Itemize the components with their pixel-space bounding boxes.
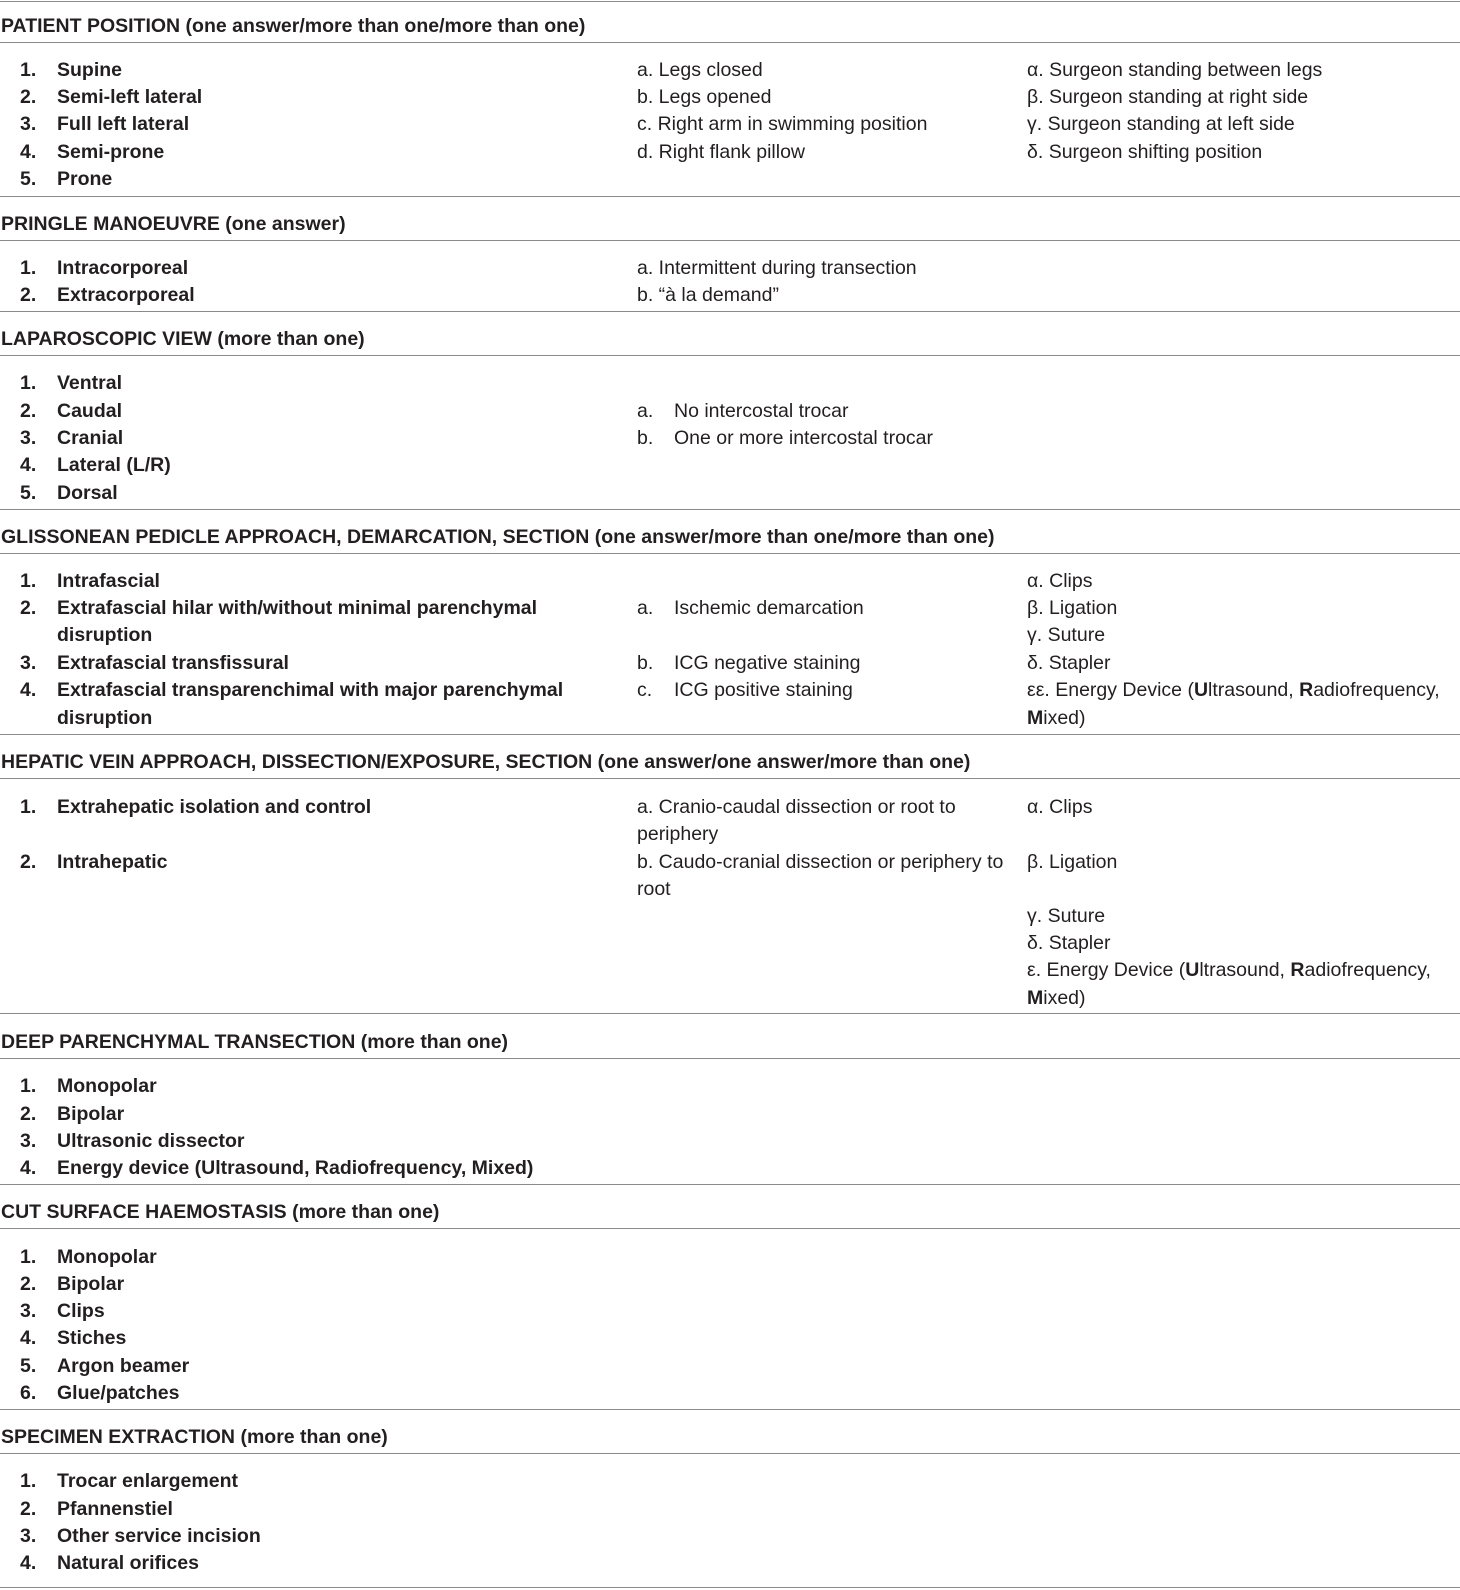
list-item: 1. Intrafascial α. Clips bbox=[20, 570, 1093, 592]
list-item: 3. Cranial b. One or more intercostal trocar bbox=[20, 427, 934, 449]
header-rule bbox=[0, 1228, 1460, 1229]
list-item: γ. Suture bbox=[1027, 905, 1106, 927]
list-item: 3. Ultrasonic dissector bbox=[20, 1130, 245, 1152]
list-item: 5. Prone bbox=[20, 168, 113, 190]
list-item: δ. Stapler bbox=[1027, 932, 1111, 954]
list-item: disruption Mixed) bbox=[57, 707, 1086, 729]
header-rule bbox=[0, 1058, 1460, 1059]
header-rule bbox=[0, 355, 1460, 356]
section-rule bbox=[0, 1013, 1460, 1014]
energy-device-option: εε. Energy Device (Ultrasound, Radiofrequency, bbox=[1027, 679, 1440, 701]
section-header-cut-surface-haemostasis: CUT SURFACE HAEMOSTASIS (more than one) bbox=[1, 1201, 440, 1223]
header-rule bbox=[0, 240, 1460, 241]
list-item: 1. Extrahepatic isolation and control a. Cranio-caudal dissection or root to α. Clips bbox=[20, 796, 1093, 818]
energy-device-option: ε. Energy Device (Ultrasound, Radiofrequency, bbox=[1027, 959, 1431, 981]
list-item: 2. Extrafascial hilar with/without minimal parenchymal a. Ischemic demarcation β. Ligation bbox=[20, 597, 1118, 619]
list-item: 6. Glue/patches bbox=[20, 1382, 180, 1404]
header-rule bbox=[0, 553, 1460, 554]
list-item: 4. Semi-prone d. Right flank pillow δ. Surgeon shifting position bbox=[20, 141, 1263, 163]
list-item: 2. Caudal a. No intercostal trocar bbox=[20, 400, 849, 422]
section-header-laparoscopic-view: LAPAROSCOPIC VIEW (more than one) bbox=[1, 328, 365, 350]
list-item: 3. Extrafascial transfissural b. ICG negative staining δ. Stapler bbox=[20, 652, 1111, 674]
section-header-deep-parenchymal-transection: DEEP PARENCHYMAL TRANSECTION (more than one) bbox=[1, 1031, 509, 1053]
list-item: 1. Ventral bbox=[20, 372, 123, 394]
list-item: 3. Clips bbox=[20, 1300, 105, 1322]
list-item: 5. Argon beamer bbox=[20, 1355, 190, 1377]
list-item: 4. Stiches bbox=[20, 1327, 127, 1349]
list-item: 2. Intrahepatic b. Caudo-cranial dissection or periphery to β. Ligation bbox=[20, 851, 1118, 873]
section-header-specimen-extraction: SPECIMEN EXTRACTION (more than one) bbox=[1, 1426, 388, 1448]
section-rule bbox=[0, 734, 1460, 735]
list-item: 1. Supine a. Legs closed α. Surgeon standing between legs bbox=[20, 59, 1323, 81]
header-rule bbox=[0, 778, 1460, 779]
table-bottom-rule bbox=[0, 1587, 1460, 1588]
list-item: 2. Extracorporeal b. “à la demand” bbox=[20, 284, 779, 306]
section-rule bbox=[0, 1184, 1460, 1185]
table-top-rule bbox=[0, 1, 1460, 2]
list-item: 2. Bipolar bbox=[20, 1103, 125, 1125]
list-item: disruption γ. Suture bbox=[57, 624, 1106, 646]
list-item: 5. Dorsal bbox=[20, 482, 118, 504]
list-item: periphery bbox=[637, 823, 719, 845]
section-rule bbox=[0, 1409, 1460, 1410]
section-rule bbox=[0, 196, 1460, 197]
list-item: 3. Other service incision bbox=[20, 1525, 261, 1547]
section-header-pringle-manoeuvre: PRINGLE MANOEUVRE (one answer) bbox=[1, 213, 346, 235]
list-item: root bbox=[637, 878, 671, 900]
list-item: 1. Trocar enlargement bbox=[20, 1470, 238, 1492]
header-rule bbox=[0, 42, 1460, 43]
section-header-patient-position: PATIENT POSITION (one answer/more than one/more than one) bbox=[1, 15, 586, 37]
section-header-hepatic-vein: HEPATIC VEIN APPROACH, DISSECTION/EXPOSURE, SECTION (one answer/one answer/more than one) bbox=[1, 751, 971, 773]
list-item: 4. Energy device (Ultrasound, Radiofrequency, Mixed) bbox=[20, 1157, 534, 1179]
section-rule bbox=[0, 311, 1460, 312]
list-item: 4. Extrafascial transparenchimal with major parenchymal c. ICG positive staining εε. Energy Device (Ultrasound, Radiofrequency, bbox=[0, 677, 1460, 704]
list-item: 4. Lateral (L/R) bbox=[20, 454, 171, 476]
section-rule bbox=[0, 509, 1460, 510]
list-item: 2. Semi-left lateral b. Legs opened β. Surgeon standing at right side bbox=[20, 86, 1309, 108]
list-item: 1. Monopolar bbox=[20, 1246, 157, 1268]
list-item: 2. Bipolar bbox=[20, 1273, 125, 1295]
list-item: 1. Monopolar bbox=[20, 1075, 157, 1097]
list-item bbox=[0, 957, 1460, 984]
list-item: Mixed) bbox=[1027, 987, 1086, 1009]
list-item: 1. Intracorporeal a. Intermittent during transection bbox=[20, 257, 917, 279]
list-item: 4. Natural orifices bbox=[20, 1552, 199, 1574]
list-item: 2. Pfannenstiel bbox=[20, 1498, 173, 1520]
section-header-glissonean-pedicle: GLISSONEAN PEDICLE APPROACH, DEMARCATION, SECTION (one answer/more than one/more than one) bbox=[1, 526, 995, 548]
list-item: 3. Full left lateral c. Right arm in swimming position γ. Surgeon standing at left side bbox=[20, 113, 1295, 135]
header-rule bbox=[0, 1453, 1460, 1454]
